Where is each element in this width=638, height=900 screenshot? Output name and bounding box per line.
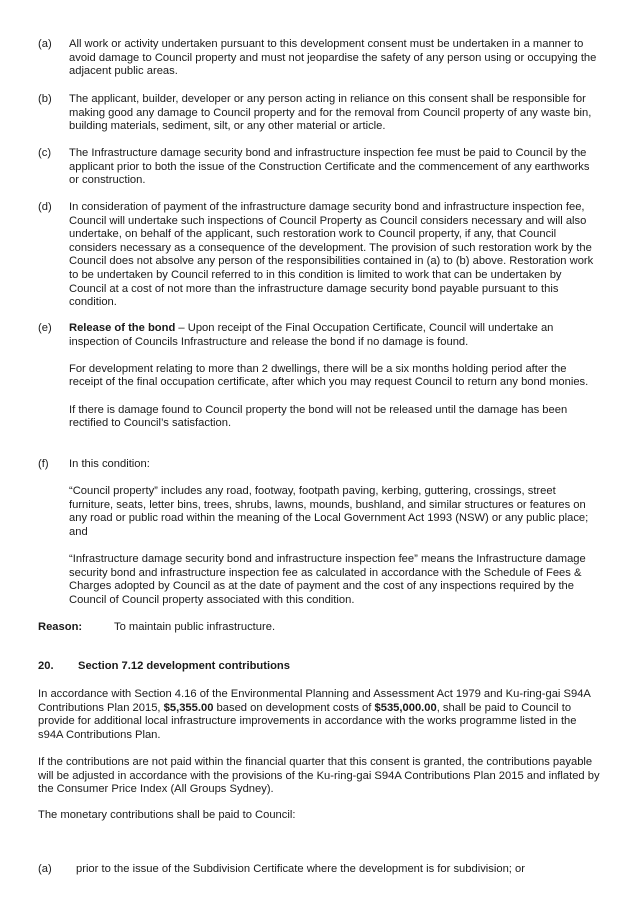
clause-b xyxy=(38,93,600,134)
clause-paragraph: If there is damage found to Council property the bond will not be released until the damage has been rectified to Council’s satisfaction. xyxy=(69,403,568,430)
clause-label: (e) xyxy=(38,322,52,334)
contribution-amount: $5,355.00 xyxy=(163,701,214,714)
section-heading xyxy=(38,660,290,674)
clause-text: In this condition: xyxy=(69,458,150,470)
clause-text xyxy=(69,322,600,349)
reason-label: Reason: xyxy=(38,621,83,633)
clause-text: In consideration of payment of the infrastructure damage security bond and infrastructure inspection fee, Council will undertake such inspections of Council Property as Council considers necessary and will also undertake, on behalf of the applicant, such restoration work to Council property, if any, that Council considers necessary as a consequence of the development. The provision of such restoration work by the Council does not absolve any person of the responsibilities contained in (a) to (b) above. Restoration work to be undertaken by Council referred to in this condition is limited to work that can be undertaken by Council at a cost of not more than the infrastructure damage security bond payable pursuant to this condition. xyxy=(69,201,594,309)
section-number: 20. xyxy=(38,660,54,672)
item-text: prior to the issue of the Subdivision Certificate where the development is for subdivision; or xyxy=(76,863,525,875)
payment-intro: The monetary contributions shall be paid to Council: xyxy=(38,809,296,821)
clause-paragraph: For development relating to more than 2 dwellings, there will be a six months holding period after the receipt of the final occupation certificate, after which you may request Council to return any bond monies. xyxy=(69,362,589,389)
contributions-paragraph xyxy=(38,688,602,742)
clause-label: (f) xyxy=(38,458,49,470)
release-bond-text: – Upon receipt of the Final Occupation Certificate, Council will undertake an inspection of Councils Infrastructure and release the bond if no damage is found. xyxy=(69,322,554,348)
clause-a xyxy=(38,38,600,79)
contrib-text: based on development costs of xyxy=(213,701,375,714)
clause-label: (b) xyxy=(38,93,52,105)
item-label: (a) xyxy=(38,863,52,875)
payment-item-a xyxy=(38,863,598,877)
clause-label: (a) xyxy=(38,38,52,50)
indexation-paragraph: If the contributions are not paid within the financial quarter that this consent is granted, the contributions payable will be adjusted in accordance with the provisions of the Ku-ring-gai S94A Contributions Plan 2015 and inflated by the Consumer Price Index (All Groups Sydney). xyxy=(38,756,600,796)
clause-text: The Infrastructure damage security bond and infrastructure inspection fee must be paid to Council by the applicant prior to both the issue of the Construction Certificate and the commencement of any earthworks or construction. xyxy=(69,147,590,187)
clause-text: The applicant, builder, developer or any person acting in reliance on this consent shall be responsible for making good any damage to Council property and for the removal from Council property of any waste bin, building materials, sediment, silt, or any other material or article. xyxy=(69,93,592,133)
contrib-text: , shall be paid to Council to provide for additional local infrastructure improvements in accordance with the works programme listed in the s94A Contributions Plan. xyxy=(38,701,577,741)
clause-paragraph: “Council property” includes any road, footway, footpath paving, kerbing, guttering, crossings, street furniture, seats, letter bins, trees, shrubs, lawns, mounds, bushland, and similar structures or features on any road or public road within the meaning of the Local Government Act 1993 (NSW) or any public place; and xyxy=(69,485,589,538)
contrib-text: In accordance with Section 4.16 of the Environmental Planning and Assessment Act 1979 and Ku-ring-gai S94A Contributions Plan 2015, xyxy=(38,688,591,714)
reason-text: To maintain public infrastructure. xyxy=(114,621,276,633)
clause-e xyxy=(38,322,600,431)
clause-label: (c) xyxy=(38,147,52,159)
clause-text: All work or activity undertaken pursuant to this development consent must be undertaken in a manner to avoid damage to Council property and must not jeopardise the safety of any person using or occupying the adjacent public areas. xyxy=(69,38,597,78)
clause-f xyxy=(38,458,600,608)
clause-d xyxy=(38,201,600,310)
section-title: Section 7.12 development contributions xyxy=(78,660,290,672)
reason-line xyxy=(38,621,275,635)
clause-paragraph: “Infrastructure damage security bond and infrastructure inspection fee” means the Infrastructure damage security bond and infrastructure inspection fee as calculated in accordance with the Schedule of Fees & Charges adopted by Council as at the date of payment and the cost of any inspections required by the Council of Council property associated with this condition. xyxy=(69,553,586,606)
development-cost: $535,000.00 xyxy=(374,701,437,714)
release-bond-heading: Release of the bond xyxy=(69,322,176,334)
clause-c xyxy=(38,147,600,188)
clause-label: (d) xyxy=(38,201,52,213)
